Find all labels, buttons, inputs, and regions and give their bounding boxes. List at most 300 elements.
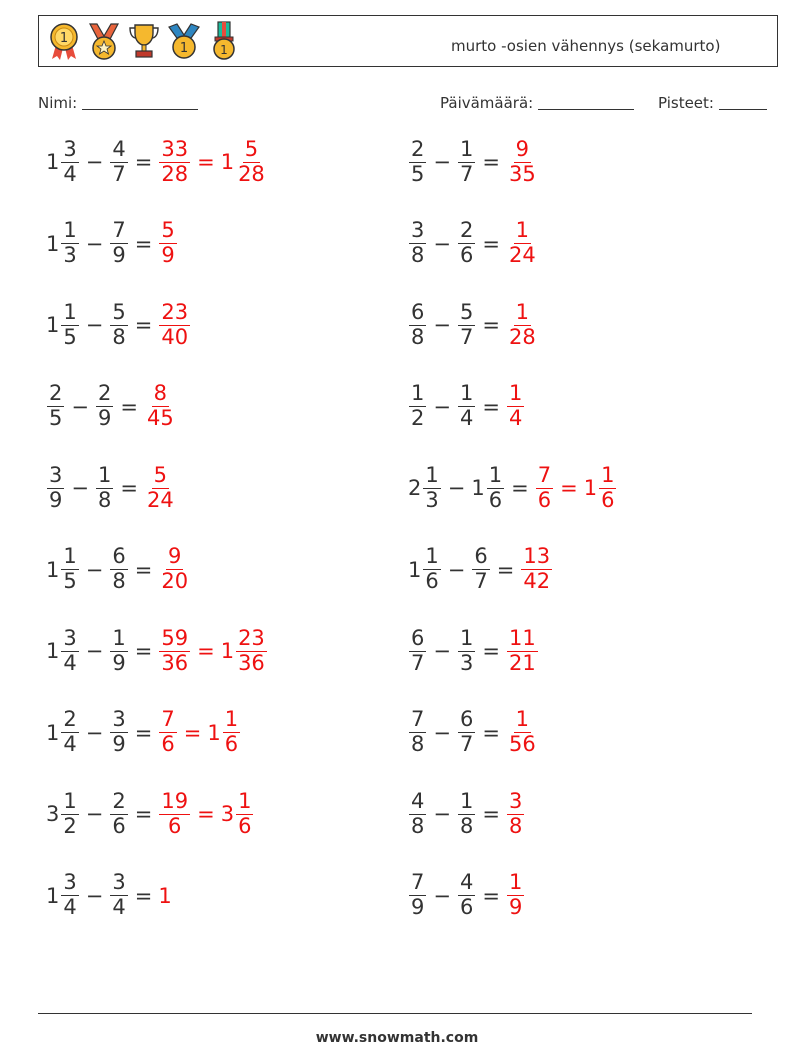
minus-sign: − bbox=[85, 231, 104, 256]
denominator: 8 bbox=[112, 569, 126, 593]
star-medal-icon bbox=[87, 21, 121, 61]
numerator: 9 bbox=[515, 136, 530, 161]
score-blank[interactable] bbox=[719, 108, 767, 110]
denominator: 4 bbox=[508, 406, 523, 430]
minus-sign: − bbox=[71, 394, 89, 419]
numerator: 1 bbox=[459, 136, 474, 161]
numerator: 9 bbox=[168, 544, 182, 569]
numerator: 1 bbox=[238, 788, 252, 813]
denominator: 45 bbox=[146, 406, 174, 430]
numerator: 7 bbox=[161, 707, 175, 732]
numerator: 1 bbox=[488, 462, 503, 487]
numerator: 2 bbox=[112, 788, 126, 813]
denominator: 40 bbox=[161, 324, 189, 349]
equals-sign: = bbox=[482, 639, 500, 663]
equals-sign: = bbox=[482, 313, 500, 337]
problem-item bbox=[408, 619, 539, 683]
equals-sign: = bbox=[120, 394, 138, 419]
denominator: 28 bbox=[161, 161, 189, 186]
problem-item bbox=[408, 375, 525, 439]
fraction bbox=[458, 708, 475, 756]
answer bbox=[535, 464, 618, 512]
fraction bbox=[409, 219, 426, 267]
denominator: 6 bbox=[112, 813, 126, 838]
problem-item bbox=[408, 782, 525, 846]
answer bbox=[506, 871, 525, 919]
numerator: 5 bbox=[244, 136, 259, 161]
fraction bbox=[96, 382, 113, 430]
denominator: 5 bbox=[49, 406, 63, 430]
numerator: 7 bbox=[411, 870, 425, 895]
fraction bbox=[47, 464, 64, 512]
fraction bbox=[458, 790, 475, 838]
equals-sign: = bbox=[511, 476, 529, 500]
answer-equals-sign: = bbox=[197, 639, 215, 663]
whole-number: 1 bbox=[408, 557, 422, 582]
whole-number: 1 bbox=[220, 639, 235, 663]
problem-item bbox=[408, 130, 539, 194]
answer bbox=[506, 138, 539, 186]
denominator: 4 bbox=[63, 161, 77, 186]
svg-text:1: 1 bbox=[59, 31, 69, 46]
numerator: 1 bbox=[425, 462, 439, 487]
numerator: 1 bbox=[601, 462, 615, 487]
answer bbox=[158, 708, 241, 756]
numerator: 7 bbox=[537, 462, 552, 487]
numerator: 1 bbox=[411, 381, 425, 406]
denominator: 4 bbox=[63, 895, 77, 919]
denominator: 4 bbox=[459, 406, 474, 430]
fraction bbox=[61, 545, 78, 593]
numerator: 3 bbox=[63, 625, 77, 650]
fraction bbox=[472, 545, 489, 593]
numerator: 4 bbox=[112, 136, 126, 161]
fraction bbox=[145, 464, 176, 512]
equals-sign: = bbox=[482, 150, 500, 174]
fraction bbox=[61, 138, 78, 186]
fraction bbox=[507, 790, 524, 838]
minus-sign: − bbox=[433, 231, 451, 256]
equals-sign: = bbox=[134, 802, 153, 826]
fraction bbox=[236, 790, 253, 838]
denominator: 9 bbox=[97, 406, 112, 430]
denominator: 3 bbox=[425, 487, 439, 512]
denominator: 8 bbox=[411, 243, 425, 267]
fraction bbox=[61, 301, 78, 349]
problem-item bbox=[408, 538, 553, 602]
denominator: 5 bbox=[411, 161, 425, 186]
denominator: 7 bbox=[474, 569, 488, 593]
numerator: 5 bbox=[153, 462, 168, 487]
denominator: 28 bbox=[238, 161, 265, 186]
fraction bbox=[521, 545, 552, 593]
numerator: 1 bbox=[515, 707, 530, 732]
fraction bbox=[409, 627, 426, 675]
denominator: 2 bbox=[63, 813, 77, 838]
answer bbox=[158, 138, 267, 186]
numerator: 1 bbox=[97, 462, 112, 487]
minus-sign: − bbox=[85, 639, 104, 663]
denominator: 6 bbox=[425, 569, 439, 593]
denominator: 9 bbox=[112, 732, 126, 756]
denominator: 35 bbox=[508, 161, 536, 186]
numerator: 2 bbox=[459, 218, 474, 243]
equals-sign: = bbox=[134, 313, 153, 337]
name-label: Nimi: bbox=[38, 94, 78, 112]
denominator: 3 bbox=[459, 650, 474, 675]
minus-sign: − bbox=[85, 720, 104, 745]
fraction bbox=[487, 464, 504, 512]
numerator: 3 bbox=[63, 870, 77, 895]
date-label: Päivämäärä: bbox=[440, 94, 534, 112]
fraction bbox=[507, 627, 538, 675]
whole-number: 3 bbox=[220, 802, 235, 826]
denominator: 6 bbox=[238, 813, 252, 838]
denominator: 9 bbox=[112, 650, 126, 675]
fraction bbox=[145, 382, 176, 430]
minus-sign: − bbox=[433, 639, 451, 663]
numerator: 1 bbox=[112, 625, 126, 650]
numerator: 8 bbox=[153, 381, 168, 406]
answer-equals-sign: = bbox=[183, 720, 202, 745]
numerator: 3 bbox=[112, 707, 126, 732]
problem-item bbox=[46, 538, 191, 602]
answer-equals-sign: = bbox=[197, 802, 215, 826]
denominator: 56 bbox=[508, 732, 536, 756]
minus-sign: − bbox=[85, 313, 104, 337]
svg-text:1: 1 bbox=[220, 43, 228, 57]
answer bbox=[158, 219, 177, 267]
fraction bbox=[159, 138, 190, 186]
answer bbox=[506, 790, 525, 838]
fraction bbox=[96, 464, 113, 512]
denominator: 4 bbox=[112, 895, 126, 919]
numerator: 5 bbox=[112, 299, 126, 324]
fraction bbox=[409, 138, 426, 186]
problem-item bbox=[408, 456, 617, 520]
numerator: 1 bbox=[515, 299, 530, 324]
fraction bbox=[409, 790, 426, 838]
numerator: 1 bbox=[224, 707, 239, 732]
problem-item bbox=[408, 293, 539, 357]
date-field[interactable] bbox=[440, 94, 634, 112]
denominator: 42 bbox=[523, 569, 551, 593]
numerator: 6 bbox=[459, 707, 474, 732]
denominator: 9 bbox=[49, 487, 63, 512]
fraction bbox=[61, 708, 78, 756]
answer bbox=[506, 382, 525, 430]
denominator: 6 bbox=[537, 487, 552, 512]
whole-number: 1 bbox=[471, 476, 485, 500]
equals-sign: = bbox=[134, 150, 153, 174]
fraction bbox=[409, 708, 426, 756]
answer bbox=[158, 627, 267, 675]
problem-item bbox=[46, 130, 268, 194]
ribbon-medal-icon bbox=[167, 21, 201, 61]
fraction bbox=[159, 627, 190, 675]
equals-sign: = bbox=[482, 883, 500, 908]
answer bbox=[506, 708, 539, 756]
denominator: 20 bbox=[161, 569, 189, 593]
problem-item bbox=[46, 864, 173, 928]
score-field[interactable] bbox=[658, 94, 767, 112]
whole-number: 1 bbox=[158, 883, 172, 908]
worksheet-title: murto -osien vähennys (sekamurto) bbox=[451, 37, 721, 55]
equals-sign: = bbox=[134, 231, 153, 256]
fraction bbox=[536, 464, 553, 512]
numerator: 11 bbox=[508, 625, 536, 650]
minus-sign: − bbox=[433, 313, 451, 337]
numerator: 2 bbox=[97, 381, 112, 406]
answer bbox=[506, 627, 539, 675]
whole-number: 1 bbox=[207, 720, 221, 745]
denominator: 6 bbox=[459, 895, 474, 919]
numerator: 1 bbox=[63, 218, 77, 243]
fraction bbox=[236, 627, 267, 675]
whole-number: 1 bbox=[46, 557, 60, 582]
fraction bbox=[159, 219, 176, 267]
denominator: 4 bbox=[63, 650, 77, 675]
equals-sign: = bbox=[120, 476, 138, 500]
denominator: 6 bbox=[488, 487, 503, 512]
answer bbox=[158, 545, 191, 593]
numerator: 1 bbox=[63, 788, 77, 813]
denominator: 6 bbox=[168, 813, 182, 838]
numerator: 7 bbox=[112, 218, 126, 243]
numerator: 1 bbox=[459, 788, 474, 813]
equals-sign: = bbox=[482, 802, 500, 826]
whole-number: 3 bbox=[46, 802, 60, 826]
fraction bbox=[159, 708, 176, 756]
minus-sign: − bbox=[447, 557, 466, 582]
numerator: 13 bbox=[523, 544, 551, 569]
numerator: 1 bbox=[459, 625, 474, 650]
numerator: 1 bbox=[515, 218, 530, 243]
numerator: 1 bbox=[63, 544, 77, 569]
medal-row bbox=[47, 21, 241, 61]
fraction bbox=[110, 138, 127, 186]
denominator: 7 bbox=[411, 650, 425, 675]
fraction bbox=[159, 790, 190, 838]
whole-number: 1 bbox=[46, 720, 60, 745]
fraction bbox=[110, 545, 127, 593]
denominator: 7 bbox=[459, 732, 474, 756]
numerator: 4 bbox=[411, 788, 425, 813]
fraction bbox=[507, 138, 538, 186]
denominator: 8 bbox=[112, 324, 126, 349]
equals-sign: = bbox=[482, 720, 500, 745]
answer-equals-sign: = bbox=[560, 476, 578, 500]
numerator: 3 bbox=[49, 462, 63, 487]
fraction bbox=[61, 790, 78, 838]
denominator: 7 bbox=[459, 161, 474, 186]
fraction bbox=[599, 464, 616, 512]
denominator: 9 bbox=[411, 895, 425, 919]
score-label: Pisteet: bbox=[658, 94, 714, 112]
equals-sign: = bbox=[134, 639, 153, 663]
numerator: 3 bbox=[112, 870, 126, 895]
fraction bbox=[61, 871, 78, 919]
denominator: 6 bbox=[161, 732, 175, 756]
denominator: 9 bbox=[161, 243, 175, 267]
fraction bbox=[458, 138, 475, 186]
whole-number: 1 bbox=[46, 639, 60, 663]
whole-number: 1 bbox=[46, 313, 60, 337]
minus-sign: − bbox=[71, 476, 89, 500]
numerator: 7 bbox=[411, 707, 425, 732]
fraction bbox=[458, 871, 475, 919]
numerator: 6 bbox=[112, 544, 126, 569]
name-blank[interactable] bbox=[82, 108, 198, 110]
answer bbox=[158, 301, 191, 349]
flag-medal-icon bbox=[207, 21, 241, 61]
answer bbox=[158, 884, 172, 908]
problem-item bbox=[46, 701, 241, 765]
equals-sign: = bbox=[482, 231, 500, 256]
minus-sign: − bbox=[433, 883, 451, 908]
numerator: 3 bbox=[411, 218, 425, 243]
numerator: 4 bbox=[459, 870, 474, 895]
trophy-icon bbox=[127, 21, 161, 61]
footer-url: www.snowmath.com bbox=[315, 1030, 479, 1046]
equals-sign: = bbox=[134, 720, 153, 745]
denominator: 8 bbox=[411, 732, 425, 756]
fraction bbox=[458, 627, 475, 675]
numerator: 5 bbox=[459, 299, 474, 324]
denominator: 6 bbox=[601, 487, 615, 512]
minus-sign: − bbox=[85, 557, 104, 582]
denominator: 24 bbox=[508, 243, 536, 267]
denominator: 6 bbox=[224, 732, 239, 756]
numerator: 6 bbox=[474, 544, 488, 569]
denominator: 24 bbox=[146, 487, 174, 512]
denominator: 5 bbox=[63, 324, 77, 349]
answer bbox=[520, 545, 553, 593]
fraction bbox=[159, 301, 190, 349]
whole-number: 1 bbox=[583, 476, 598, 500]
problem-item bbox=[46, 375, 177, 439]
answer bbox=[506, 301, 539, 349]
numerator: 2 bbox=[49, 381, 63, 406]
whole-number: 1 bbox=[46, 883, 60, 908]
equals-sign: = bbox=[134, 557, 153, 582]
date-blank[interactable] bbox=[538, 108, 634, 110]
numerator: 1 bbox=[63, 299, 77, 324]
problem-item bbox=[46, 456, 177, 520]
fraction bbox=[110, 627, 127, 675]
fraction bbox=[110, 790, 127, 838]
fraction bbox=[507, 301, 538, 349]
numerator: 3 bbox=[508, 788, 523, 813]
answer bbox=[144, 464, 177, 512]
numerator: 1 bbox=[425, 544, 439, 569]
denominator: 8 bbox=[459, 813, 474, 838]
denominator: 28 bbox=[508, 324, 536, 349]
minus-sign: − bbox=[433, 720, 451, 745]
numerator: 3 bbox=[63, 136, 77, 161]
numerator: 59 bbox=[161, 625, 189, 650]
footer-divider bbox=[38, 1013, 752, 1014]
denominator: 9 bbox=[112, 243, 126, 267]
fraction bbox=[507, 871, 524, 919]
answer bbox=[158, 790, 254, 838]
whole-number: 2 bbox=[408, 476, 422, 500]
fraction bbox=[458, 219, 475, 267]
numerator: 33 bbox=[161, 136, 189, 161]
fraction bbox=[47, 382, 64, 430]
problem-item bbox=[46, 212, 178, 276]
denominator: 8 bbox=[411, 324, 425, 349]
denominator: 4 bbox=[63, 732, 77, 756]
fraction bbox=[507, 382, 524, 430]
numerator: 2 bbox=[411, 136, 425, 161]
fraction bbox=[458, 301, 475, 349]
fraction bbox=[61, 219, 78, 267]
problem-item bbox=[46, 293, 191, 357]
fraction bbox=[409, 871, 426, 919]
fraction bbox=[423, 545, 440, 593]
header-box bbox=[38, 15, 778, 67]
numerator: 1 bbox=[459, 381, 474, 406]
fraction bbox=[159, 545, 190, 593]
minus-sign: − bbox=[447, 476, 466, 500]
problem-item bbox=[46, 619, 268, 683]
numerator: 2 bbox=[63, 707, 77, 732]
whole-number: 1 bbox=[220, 150, 235, 174]
numerator: 23 bbox=[161, 299, 189, 324]
whole-number: 1 bbox=[46, 150, 60, 174]
problem-item bbox=[408, 701, 539, 765]
fraction bbox=[223, 708, 240, 756]
answer bbox=[506, 219, 539, 267]
numerator: 5 bbox=[161, 218, 175, 243]
fraction bbox=[110, 708, 127, 756]
numerator: 1 bbox=[508, 870, 523, 895]
fraction bbox=[110, 871, 127, 919]
denominator: 5 bbox=[63, 569, 77, 593]
equals-sign: = bbox=[496, 557, 515, 582]
problem-item bbox=[46, 782, 254, 846]
denominator: 2 bbox=[411, 406, 425, 430]
denominator: 8 bbox=[97, 487, 112, 512]
numerator: 19 bbox=[161, 788, 189, 813]
denominator: 7 bbox=[112, 161, 126, 186]
fraction bbox=[507, 219, 538, 267]
denominator: 36 bbox=[161, 650, 189, 675]
numerator: 1 bbox=[508, 381, 523, 406]
denominator: 7 bbox=[459, 324, 474, 349]
answer bbox=[144, 382, 177, 430]
fraction bbox=[409, 382, 426, 430]
minus-sign: − bbox=[85, 150, 104, 174]
fraction bbox=[409, 301, 426, 349]
fraction bbox=[61, 627, 78, 675]
minus-sign: − bbox=[85, 802, 104, 826]
fraction bbox=[110, 219, 127, 267]
denominator: 9 bbox=[508, 895, 523, 919]
fraction bbox=[458, 382, 475, 430]
name-field[interactable] bbox=[38, 94, 198, 112]
denominator: 8 bbox=[508, 813, 523, 838]
minus-sign: − bbox=[85, 883, 104, 908]
answer-equals-sign: = bbox=[197, 150, 215, 174]
problem-item bbox=[408, 864, 525, 928]
numerator: 6 bbox=[411, 625, 425, 650]
fraction bbox=[236, 138, 267, 186]
fraction bbox=[507, 708, 538, 756]
whole-number: 1 bbox=[46, 231, 60, 256]
denominator: 36 bbox=[238, 650, 265, 675]
